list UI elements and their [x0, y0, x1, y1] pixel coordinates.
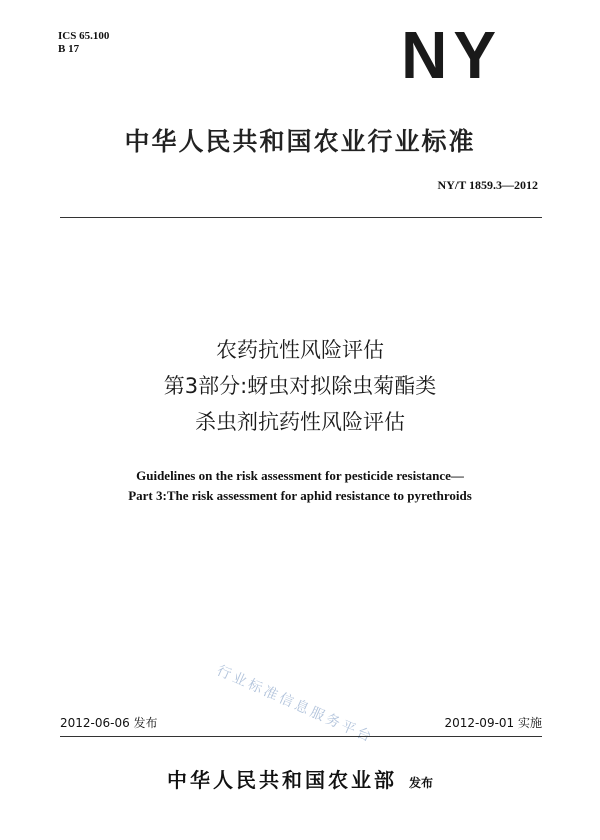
english-title-line-2: Part 3:The risk assessment for aphid resistance to pyrethroids	[128, 488, 472, 503]
english-title	[0, 466, 600, 506]
header-divider	[60, 217, 542, 218]
issuer-suffix: 发布	[408, 776, 433, 790]
ny-logo: NY	[401, 17, 502, 93]
ics-code: ICS 65.100	[58, 30, 110, 42]
implement-date: 2012-09-01 实施	[444, 716, 542, 730]
issuer	[0, 764, 600, 793]
standard-type-title: 中华人民共和国农业行业标准	[124, 127, 476, 156]
english-title-line-1: Guidelines on the risk assessment for pesticide resistance—	[136, 468, 464, 483]
chinese-title-line-2: 第3部分:蚜虫对拟除虫菊酯类	[163, 374, 437, 398]
issuer-name: 中华人民共和国农业部	[166, 768, 397, 792]
footer-divider	[60, 736, 542, 737]
chinese-title-line-3: 杀虫剂抗药性风险评估	[195, 410, 405, 434]
watermark: 行业标准信息服务平台	[214, 662, 377, 747]
classification-codes	[58, 30, 109, 56]
standard-number: NY/T 1859.3—2012	[437, 178, 538, 192]
chinese-title-line-1: 农药抗性风险评估	[216, 338, 384, 362]
ccs-code: B 17	[58, 43, 80, 55]
publish-date: 2012-06-06 发布	[60, 716, 158, 730]
chinese-title	[0, 332, 600, 440]
